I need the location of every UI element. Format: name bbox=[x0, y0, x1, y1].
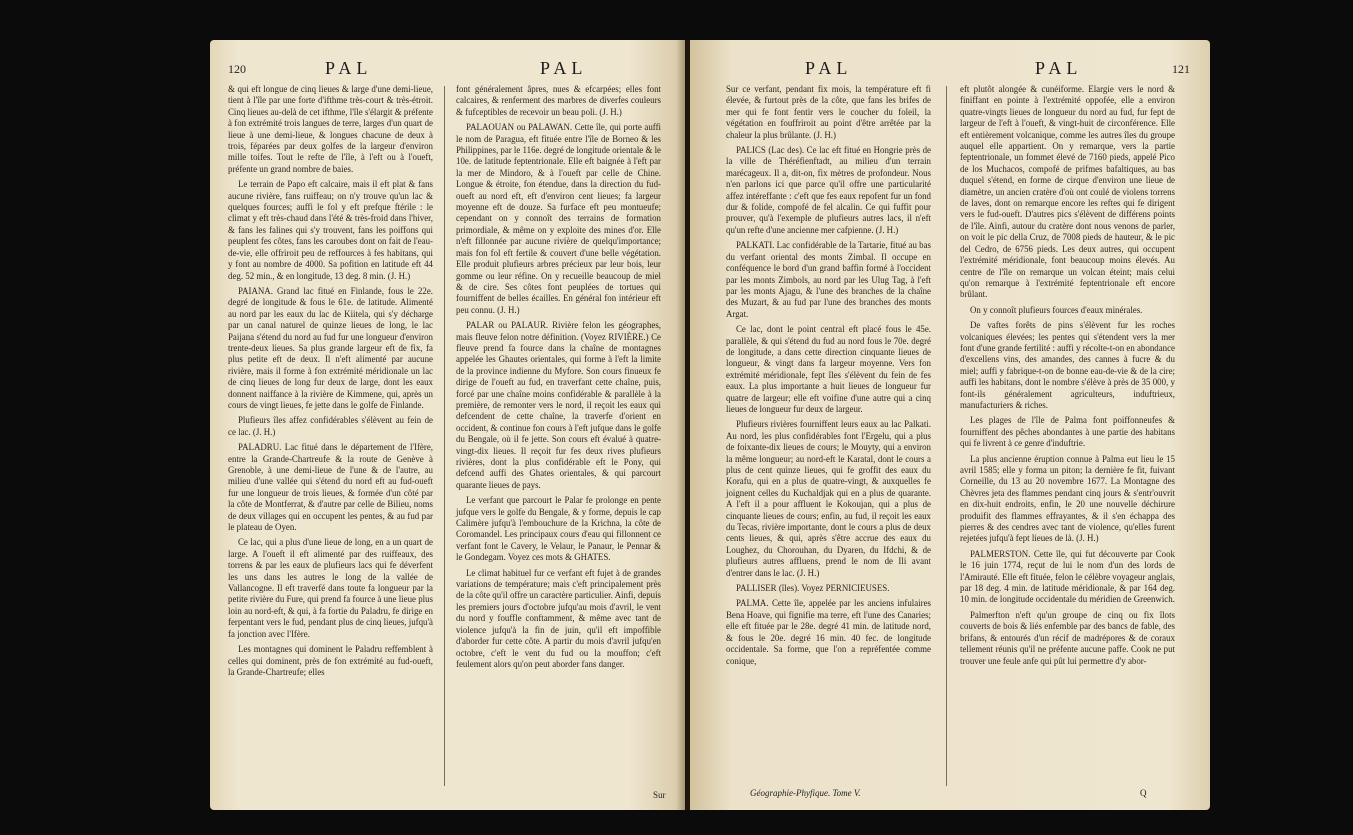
paragraph: Plufieurs îles affez confidérables s'élèvent au fein de ce lac. (J. H.) bbox=[228, 415, 433, 437]
paragraph: Le verfant que parcourt le Palar fe prolonge en pente jufque vers le golfe du Bengale, & y forme, depuis le cap Calimère jufqu'à l'embouchure de la Krichna, la côte de Coromandel. Les principaux cours d'eau qui fillonnent ce verfant font le Cavery, le Velaur, le Panaur, le Pennar & le Gondegam. Voyez ces mots & GHATES. bbox=[456, 495, 661, 563]
paragraph: font généralement âpres, nues & efcarpées; elles font calcaires, & renferment des marbres de diverfes couleurs & fufceptibles de recevoir un beau poli. (J. H.) bbox=[456, 84, 661, 117]
column-rule bbox=[946, 86, 947, 786]
paragraph: Le climat habituel fur ce verfant eft fujet à de grandes variations de température; mais c'eft principalement près de la côte qu'il offre un caractère particulier. Ainfi, depuis les premiers jours d'octobre jufqu'au mois d'avril, le vent du nord y fouffle conftamment, & même avec tant de violence jufqu'à la fin de juin, qu'il eft impoffible d'aborder fur cette côte. A partir du mois d'avril jufqu'en octobre, c'eft le vent du fud ou la mouffon; c'eft feulement alors qu'on peut aborder fans danger. bbox=[456, 567, 661, 669]
text-column bbox=[726, 84, 931, 671]
text-column bbox=[228, 84, 433, 682]
paragraph: Les montagnes qui dominent le Paladru reffemblent à celles qui dominent, près de fon extrémité au fud-oueft, la Grande-Chartreufe; elles bbox=[228, 644, 433, 677]
paragraph: PALICS (Lac des). Ce lac eft fitué en Hongrie près de la ville de Théréfienftadt, au milieu d'un terrain marécageux. Il a, dit-on, fix mètres de profondeur. Nous n'en parlons ici que parce qu'il offre une particularité affez intéreffante : c'eft que fes eaux repofent fur un fond dur & folide, compofé de fel alcalin. Ce qui fuffit pour prouver, qu'à l'exemple de plufieurs autres lacs, il n'eft qu'un refte d'une ancienne mer cafpienne. (J. H.) bbox=[726, 145, 931, 235]
running-head: PAL bbox=[1035, 58, 1083, 78]
paragraph: Le terrain de Papo eft calcaire, mais il eft plat & fans aucune rivière, fans ruiffeau; on n'y trouve qu'un lac & quelques fources; auffi le fol y eft prefque ftérile : le climat y eft très-chaud dans l'été & très-froid dans l'hiver, & fans les falines qui s'y trouvent, fans les poiffons qui peuplent fes côtes, fans les caroubes dont on fait de l'eau-de-vie, elle offriroit peu de reffources à fes habitans, qui y font au nombre de 4000. Sa pofition en latitude eft 44 deg. 52 min., & en longitude, 13 deg. 8 min. (J. H.) bbox=[228, 179, 433, 281]
right-page bbox=[690, 40, 1210, 810]
running-head: PAL bbox=[805, 58, 853, 78]
paragraph: & qui eft longue de cinq lieues & large d'une demi-lieue, tient à l'île par une forte d'ifthme très-court & très-étroit. Cinq lieues au-delà de cet ifthme, l'île s'élargit & préfente à fon extrémité trois langues de terre, larges d'un quart de lieue à une demi-lieue, & longues chacune de deux à trois, féparées par deux golfes de la largeur d'environ mille toifes. Tout le refte de l'île, à l'eft ou à l'oueft, préfente un grand nombre de baies. bbox=[228, 84, 433, 174]
paragraph: PALADRU. Lac fitué dans le département de l'Ifère, entre la Grande-Chartreufe & la route de Genève à Grenoble, à une demi-lieue de l'une & de l'autre, au milieu d'une vallée qui s'étend du nord eft au fud-oueft fur une longueur de trois lieues, & formée d'un côté par la côte de Montferrat, & d'autre par celle de Bilieu, noms de deux villages qui en occupent les pentes, & au fud par le plateau de Oyen. bbox=[228, 442, 433, 533]
paragraph: PALAOUAN ou PALAWAN. Cette île, qui porte auffi le nom de Paragua, eft fituée entre l'île de Borneo & les Philippines, par le 116e. degré de longitude orientale & le 10e. de latitude feptentrionale. Elle eft baignée à l'eft par la mer de Mindoro, & à l'oueft par celle de Chine. Longue & étroite, fon étendue, dans la direction du fud-oueft au nord eft, eft d'environ cent lieues; fa largeur moyenne eft de douze. Sa furface eft peu montueufe; cependant on y connoît des terrains de formation primordiale, & même on y exploite des mines d'or. Elle n'eft fillonnée par aucune rivière de quelqu'importance; mais fon fol eft fertile & couvert d'une belle végétation. Elle produit plufieurs arbres précieux par leur bois, leur gomme ou leur réfine. On y recueille beaucoup de miel & de cire. Ses côtes font peuplées de tortues qui fourniffent de belles écailles. En général fon intérieur eft peu connu. (J. H.) bbox=[456, 122, 661, 315]
signature-mark: Q bbox=[1140, 788, 1147, 798]
running-head: PAL bbox=[325, 58, 373, 78]
catchword: Sur bbox=[653, 790, 666, 800]
paragraph: PALLISER (îles). Voyez PERNICIEUSES. bbox=[736, 583, 890, 594]
text-column bbox=[960, 84, 1175, 671]
paragraph: Ce lac, dont le point central eft placé fous le 45e. parallèle, & qui s'étend du fud au nord fous le 70e. degré de longitude, a dans cette direction cinquante lieues de longueur, & vingt dans fa largeur moyenne. Vers fon extrémité méridionale, fept îles s'élèvent du fein de fes eaux. La plus importante a huit lieues de longueur fur quatre de largeur; elle eft voifine d'une autre qui a cinq lieues de longueur fur deux de largeur. bbox=[726, 324, 931, 414]
running-head: PAL bbox=[540, 58, 588, 78]
paragraph: eft plutôt alongée & cunéiforme. Elargie vers le nord & finiffant en pointe à l'extrémité oppofée, elle a environ quatre-vingts lieues de longueur du nord au fud, fur fept de largeur de l'eft à l'oueft, & vingt-huit de circonférence. Elle eft entièrement volcanique, comme les autres îles du groupe auquel elle appartient. On y remarque, vers la partie feptentrionale, un fommet élevé de 7160 pieds, appelé Pico de los Muchacos, compofé de prifmes bafaltiques, au bas duquel s'étend, en forme de cirque d'environ une lieue de diamètre, un ancien cratère d'où ont coulé de violens torrens de laves, dont on remarque encore les reftes qui fe dirigent vers le fud-oueft. D'autres pics s'élèvent de différens points de l'île. Ainfi, autour du cratère dont nous venons de parler, on voit le pic della Cruz, de 7008 pieds de hauteur, & le pic del Cedro, de 6756 pieds. Les deux autres, qui occupent l'extrémité méridionale, font beaucoup moins élevés. Au centre de l'île on remarque un volcan éteint; mais celui qu'on remarque à l'extrémité feptentrionale eft encore brûlant. bbox=[960, 84, 1175, 300]
paragraph: De vaftes forêts de pins s'élèvent fur les roches volcaniques élevées; les pentes qui s'étendent vers la mer font d'une grande fertilité : auffi y récolte-t-on en abondance d'excellens vins, des amandes, des cannes à fucre & du miel; auffi y fabrique-t-on de bonne eau-de-vie & de la cire; auffi les habitans, dont le nombre s'élève à près de 35 000, y font-ils généralement agriculteurs, induftrieux, manufacturiers & riches. bbox=[960, 320, 1175, 410]
text-column bbox=[456, 84, 661, 674]
paragraph: PALMERSTON. Cette île, qui fut découverte par Cook le 16 juin 1774, reçut de lui le nom d'un des lords de l'Amirauté. Elle eft fituée, felon le célèbre voyageur anglais, par 18 deg. 4 min. de latitude méridionale, & par 164 deg. 10 min. de longitude occidentale du méridien de Greenwich. bbox=[960, 548, 1175, 605]
paragraph: La plus ancienne éruption connue à Palma eut lieu le 15 avril 1585; elle y forma un piton; la dernière fe fit, fuivant Corneille, du 13 au 20 novembre 1677. La Montagne des Chèvres jeta des flammes pendant cinq jours & s'entr'ouvrit en dix-huit endroits, enfin, le 20 une nouvelle déchirure produifit des flammes effrayantes, & il s'en échappa des pierres & des cendres avec tant de violence, qu'elles furent rejetées jufqu'à fept lieues de là. (J. H.) bbox=[960, 453, 1175, 544]
paragraph: Ce lac, qui a plus d'une lieue de long, en a un quart de large. A l'oueft il eft alimenté par des ruiffeaux, des torrens & par les eaux de plufieurs lacs qui fe déverfent les uns dans les autres le long de la vallée de Vallancogne. Il eft traverfé dans toute fa longueur par la petite rivière du Fure, qui prend fa fource à une lieue plus loin au nord-eft, & qui, à fa fortie du Paladru, fe dirige en ferpentant vers le fud, pendant plus de cinq lieues, jufqu'à fa jonction avec l'Ifère. bbox=[228, 537, 433, 639]
paragraph: PALAR ou PALAUR. Rivière felon les géographes, mais fleuve felon notre définition. (Voyez RIVIÈRE.) Ce fleuve prend fa fource dans la chaîne de montagnes appelée les Ghautes orientales, qui forme à l'eft la limite de la province indienne du Myfore. Son cours finueux fe dirige de l'oueft au fud, en traverfant cette chaîne, puis, forcé par une chaîne moins confidérable & parallèle à la première, de remonter vers le nord, il reçoit les eaux qui defcendent de cette chaîne, la traverfe d'orient en occident, & continue fon cours à l'eft jufque dans le golfe du Bengale, où il fe jette. Son cours eft évalué à quatre-vingt-dix lieues. Il reçoit fur fes deux rives plufieurs rivières, dont la plus confidérable eft le Pony, qui defcend auffi des Ghates orientales, & qui parcourt quarante lieues de pays. bbox=[456, 320, 661, 490]
paragraph: PALMA. Cette île, appelée par les anciens infulaires Bena Hoave, qui fignifie ma terre, eft l'une des Canaries; elle eft fituée par le 28e. degré 41 min. de latitude nord, & fous le 20e. degré 16 min. 40 fec. de longitude occidentale. Sa forme, que l'on a repréfentée comme conique, bbox=[726, 598, 931, 666]
book bbox=[210, 40, 1210, 810]
paragraph: PAIANA. Grand lac fitué en Finlande, fous le 22e. degré de longitude & fous le 61e. de latitude. Alimenté au nord par les eaux du lac de Kiitela, qui s'y décharge par un canal naturel de quinze lieues de long, le lac Paijana s'étend du nord au fud fur une longueur d'environ trente-deux lieues. Sa plus grande largeur eft de fix, fa plus petite eft de deux. Il n'eft alimenté par aucune rivière, mais il forme à fon extrémité méridionale un lac de cinq lieues de long fur deux de large, dont les eaux donnent naiffance à la rivière de Kimmene, qui, après un cours de vingt lieues, fe jette dans le golfe de Finlande. bbox=[228, 285, 433, 410]
paragraph: On y connoît plufieurs fources d'eaux minérales. bbox=[970, 304, 1143, 315]
page-number: 120 bbox=[228, 62, 246, 76]
left-page bbox=[210, 40, 685, 810]
paragraph: Les plages de l'île de Palma font poiffonneufes & fourniffent des pêches abondantes à une partie des habitans qui fe livrent à ce genre d'induftrie. bbox=[960, 415, 1175, 449]
paragraph: Palmerfton n'eft qu'un groupe de cinq ou fix îlots couverts de bois & liés enfemble par des bancs de fable, des brifans, & entourés d'un récif de madrépores & de coraux tellement réunis qu'il ne préfente aucune paffe. Cook ne put trouver une feule anfe qui pût lui permettre d'y abor- bbox=[960, 609, 1175, 666]
page-number: 121 bbox=[1172, 62, 1190, 76]
paragraph: Plufieurs rivières fourniffent leurs eaux au lac Palkati. Au nord, les plus confidérables font l'Ergelu, qui a plus de foixante-dix lieues de cours; le Mouyty, qui a environ la même longueur; au nord-eft le Karatal, dont le cours a plus de cent quinze lieues, qui fe groffit des eaux du Korafu, qui en a plus de quatre-vingt, & auxquelles fe joignent celles du Kuchaldjak qui en a plus de quarante. A l'eft il a pour affluent le Kokoujan, qui a plus de cinquante lieues de cours; enfin, au fud, il reçoit les eaux du Tecas, rivière importante, dont le cours a plus de deux cents lieues, & qui, après s'être accrue des eaux du Loughez, du Chorouhan, du Dyaren, du Ifdchi, & de plufieurs autres affluens, prend le nom de Ili avant d'entrer dans le lac. (J. H.) bbox=[726, 419, 931, 578]
paragraph: PALKATI. Lac confidérable de la Tartarie, fitué au bas du verfant oriental des monts Zimbal. Il occupe en conféquence le bord d'un grand baffin formé à l'occident par les monts Zimbols, au nord par les Ulug Tag, à l'eft par les monts Ajagu, & l'une des branches de la chaîne des Muzart, & au fud par l'une des branches des monts Argat. bbox=[726, 240, 931, 319]
page-footer: Géographie-Phyfique. Tome V. bbox=[750, 788, 861, 798]
column-rule bbox=[444, 86, 445, 786]
paragraph: Sur ce verfant, pendant fix mois, la température eft fi élevée, & furtout près de la côte, que fans les brifes de mer qui fe font fentir vers le coucher du foleil, la végétation en fouffriroit au point d'être arrêtée par la chaleur la plus brûlante. (J. H.) bbox=[726, 84, 931, 140]
